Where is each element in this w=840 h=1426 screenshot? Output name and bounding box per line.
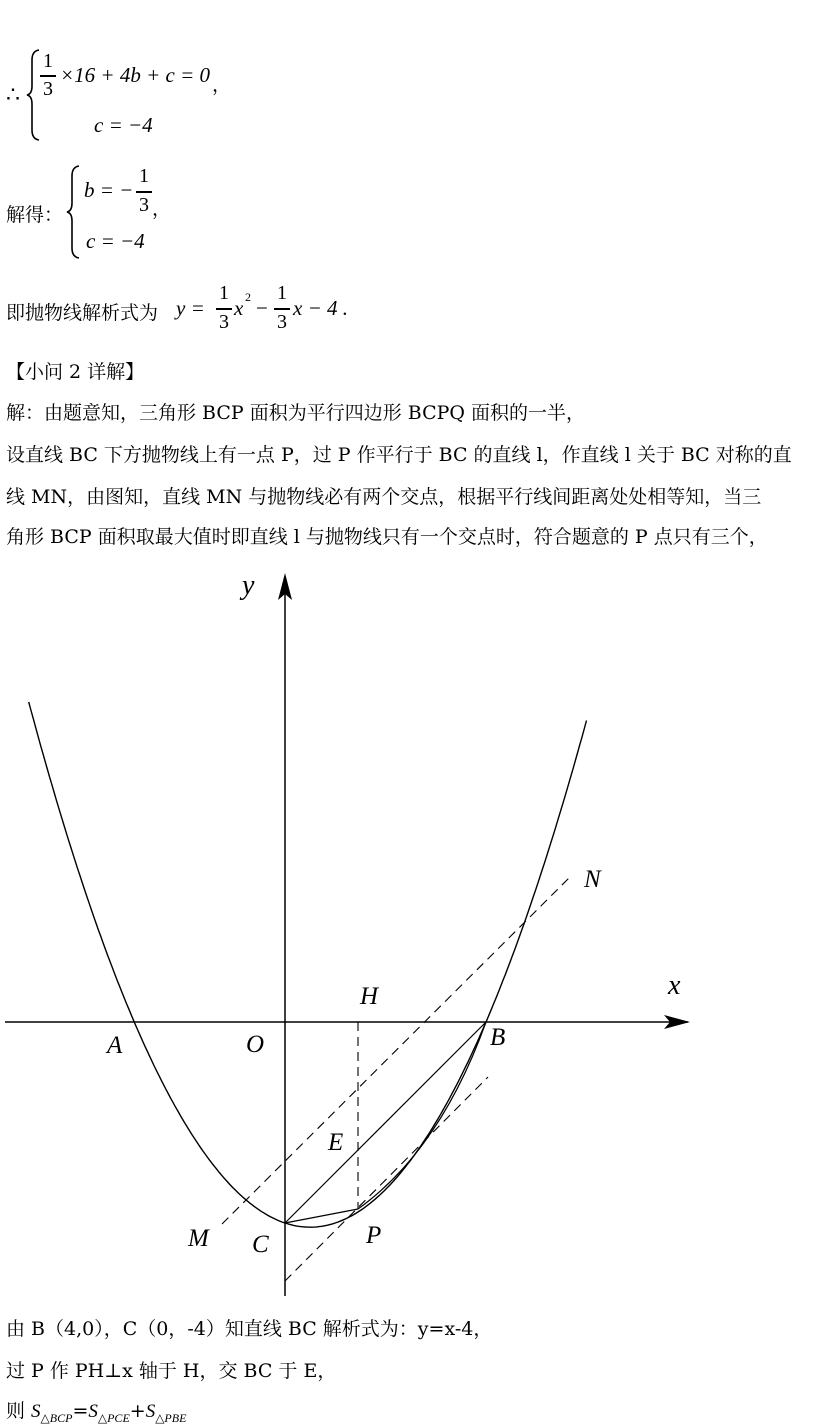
label-n: N [584, 866, 601, 893]
area-s2-sub: △PCE [97, 1410, 130, 1425]
eq1-line1: ×16 + 4b + c = 0 [60, 63, 211, 87]
expression-tail: x − 4 . [293, 296, 348, 320]
label-p: P [366, 1222, 382, 1249]
therefore-symbol: ∴ [6, 82, 20, 107]
label-a: A [107, 1032, 123, 1059]
minus-sign: − [256, 296, 268, 320]
eq1-frac-den: 3 [43, 78, 53, 100]
parabola-curve [29, 702, 587, 1227]
line-mn [222, 875, 572, 1224]
label-e: E [328, 1129, 344, 1156]
eq2-frac-den: 3 [139, 194, 149, 216]
area-s1-sub: △BCP [40, 1410, 73, 1425]
paragraph-1: 解：由题意知，三角形 BCP 面积为平行四边形 BCPQ 面积的一半， [6, 402, 586, 424]
eq2-frac-bar [136, 191, 152, 193]
eq1-frac-bar [40, 75, 56, 77]
area-s2: S [88, 1401, 98, 1422]
label-x: x [668, 970, 681, 1001]
label-b: B [490, 1024, 506, 1051]
eq2-comma: ， [152, 198, 172, 220]
eq1-frac-num: 1 [43, 50, 53, 72]
paragraph-2: 设直线 BC 下方抛物线上有一点 P，过 P 作平行于 BC 的直线 l，作直线 l 关于 BC 对称的直 [6, 444, 792, 466]
eq1-line2: c = −4 [94, 113, 153, 137]
solve-label: 解得： [6, 204, 64, 226]
expression-prefix: 即抛物线解析式为 [6, 302, 159, 324]
eq2-frac-num: 1 [139, 165, 149, 187]
tangent-line-l [285, 1077, 488, 1281]
label-h: H [360, 983, 379, 1010]
f2-bar [274, 308, 290, 310]
plus-sign: + [129, 1400, 146, 1422]
label-y: y [242, 570, 255, 601]
then-prefix: 则 [6, 1400, 32, 1422]
segment-cp [285, 1209, 358, 1223]
area-s1: S [31, 1401, 41, 1422]
label-c: C [252, 1231, 269, 1258]
parabola-figure [0, 560, 840, 1305]
paragraph-3: 线 MN，由图知，直线 MN 与抛物线必有两个交点，根据平行线间距离处处相等知，当三 [6, 486, 762, 508]
eq2-b-lhs: b = − [84, 178, 134, 202]
section-heading: 【小问 2 详解】 [6, 361, 145, 383]
x-squared-base: x [234, 296, 244, 320]
eq1-comma: ， [212, 74, 232, 96]
label-o: O [246, 1031, 265, 1058]
x-squared-exp: 2 [245, 290, 251, 304]
left-brace-2 [66, 164, 82, 260]
f1-num: 1 [219, 282, 229, 304]
f2-num: 1 [277, 282, 287, 304]
f2-den: 3 [277, 311, 287, 333]
y-equals: y = [176, 296, 205, 320]
eq2-line2: c = −4 [86, 229, 145, 253]
f1-bar [216, 308, 232, 310]
label-m: M [188, 1225, 209, 1252]
area-s3: S [145, 1401, 156, 1422]
equals-sign: = [72, 1400, 89, 1422]
segment-pb [358, 1022, 486, 1209]
bottom-line-2: 过 P 作 PH⊥x 轴于 H，交 BC 于 E， [6, 1360, 337, 1382]
paragraph-4: 角形 BCP 面积取最大值时即直线 l 与抛物线只有一个交点时，符合题意的 P 点只有三个， [6, 526, 768, 548]
bottom-line-3 [6, 1396, 186, 1426]
bottom-line-1: 由 B（4,0），C（0，-4）知直线 BC 解析式为：y=x-4， [6, 1318, 493, 1340]
area-s3-sub: △PBE [155, 1410, 187, 1425]
f1-den: 3 [219, 311, 229, 333]
line-bc [285, 1022, 486, 1223]
